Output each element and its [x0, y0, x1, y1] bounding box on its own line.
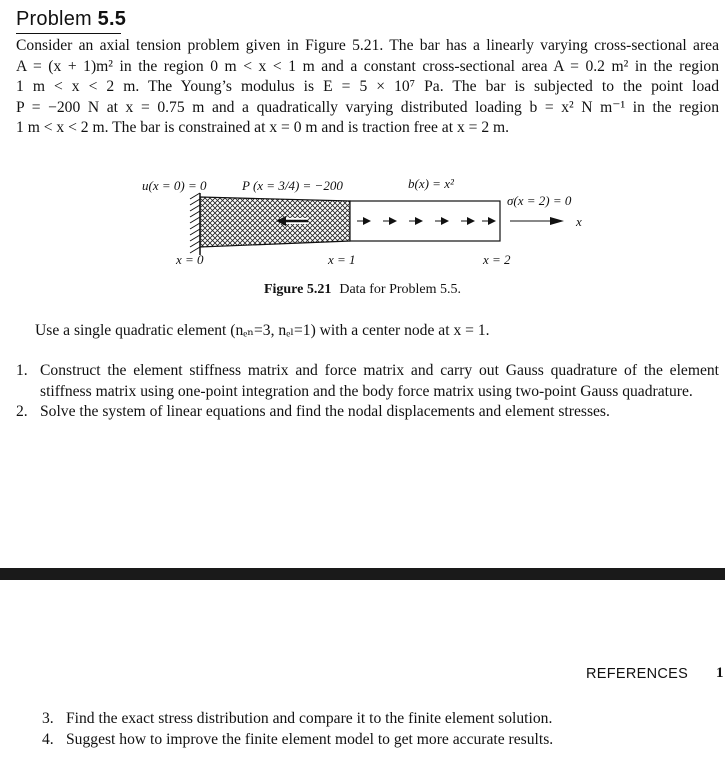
task-text: Find the exact stress distribution and compare it to the finite element solution.: [66, 710, 553, 727]
task-list: [16, 361, 719, 423]
task-number: 1.: [16, 362, 28, 379]
problem-statement: [16, 36, 719, 139]
list-item: [42, 709, 682, 730]
tapered-bar-section: [200, 197, 350, 247]
label-point-load: P (x = 3/4) = −200: [242, 178, 343, 193]
statement-line: Consider an axial tension problem given in Figure 5.21. The bar has a linearly varying cross-sectional area: [16, 37, 719, 54]
list-item: [16, 402, 719, 423]
label-body-force: b(x) = x²: [408, 176, 454, 191]
title-underline: [16, 33, 121, 34]
label-x2: x = 2: [483, 252, 511, 267]
running-header: REFERENCES: [586, 666, 689, 682]
statement-line: 1 m < x < 2 m. The Young’s modulus is E = 5 × 10⁷ Pa. The bar is subjected to the point load: [16, 78, 719, 96]
figure-caption: [0, 282, 725, 298]
task-text: Construct the element stiffness matrix and force matrix and carry out Gauss quadrature of the element stiffness matrix using one-point integration and the body force matrix using two-point Gauss quadrature.: [40, 362, 719, 400]
list-item: [42, 730, 682, 751]
uniform-bar-section: [350, 201, 500, 241]
figure-number: Figure 5.21: [263, 282, 332, 297]
problem-title: [16, 8, 126, 31]
page-number: 1: [716, 665, 724, 681]
label-traction-bc: σ(x = 2) = 0: [507, 193, 572, 208]
page-divider: [0, 568, 725, 580]
x-axis-arrow: [510, 217, 564, 225]
figure-caption-text: Data for Problem 5.5.: [339, 282, 462, 297]
task-list-continued: [42, 709, 682, 750]
label-x-axis: x: [576, 214, 582, 229]
label-displacement-bc: u(x = 0) = 0: [142, 178, 207, 193]
statement-line: P = −200 N at x = 0.75 m and a quadratically varying distributed loading b = x² N m⁻¹ in the region: [16, 98, 719, 116]
task-text: Solve the system of linear equations and find the nodal displacements and element stresses.: [40, 403, 610, 421]
statement-line: 1 m < x < 2 m. The bar is constrained at x = 0 m and is traction free at x = 2 m.: [16, 119, 510, 137]
problem-label: Problem: [16, 8, 92, 30]
bar-figure: [130, 168, 600, 274]
label-x1: x = 1: [328, 252, 356, 267]
list-item: [16, 361, 719, 402]
task-number: 2.: [16, 403, 28, 421]
fixed-support: [190, 193, 200, 255]
task-number: 4.: [42, 730, 54, 748]
instruction-text: Use a single quadratic element (nₑₙ=3, nₑₗ=1) with a center node at x = 1.: [35, 322, 490, 339]
label-x0: x = 0: [176, 252, 204, 267]
task-number: 3.: [42, 710, 54, 727]
task-text: Suggest how to improve the finite element model to get more accurate results.: [66, 730, 554, 748]
problem-number: 5.5: [97, 8, 127, 30]
statement-line: A = (x + 1)m² in the region 0 m < x < 1 m and a constant cross-sectional area A = 0.2 m² in the region: [16, 57, 719, 75]
